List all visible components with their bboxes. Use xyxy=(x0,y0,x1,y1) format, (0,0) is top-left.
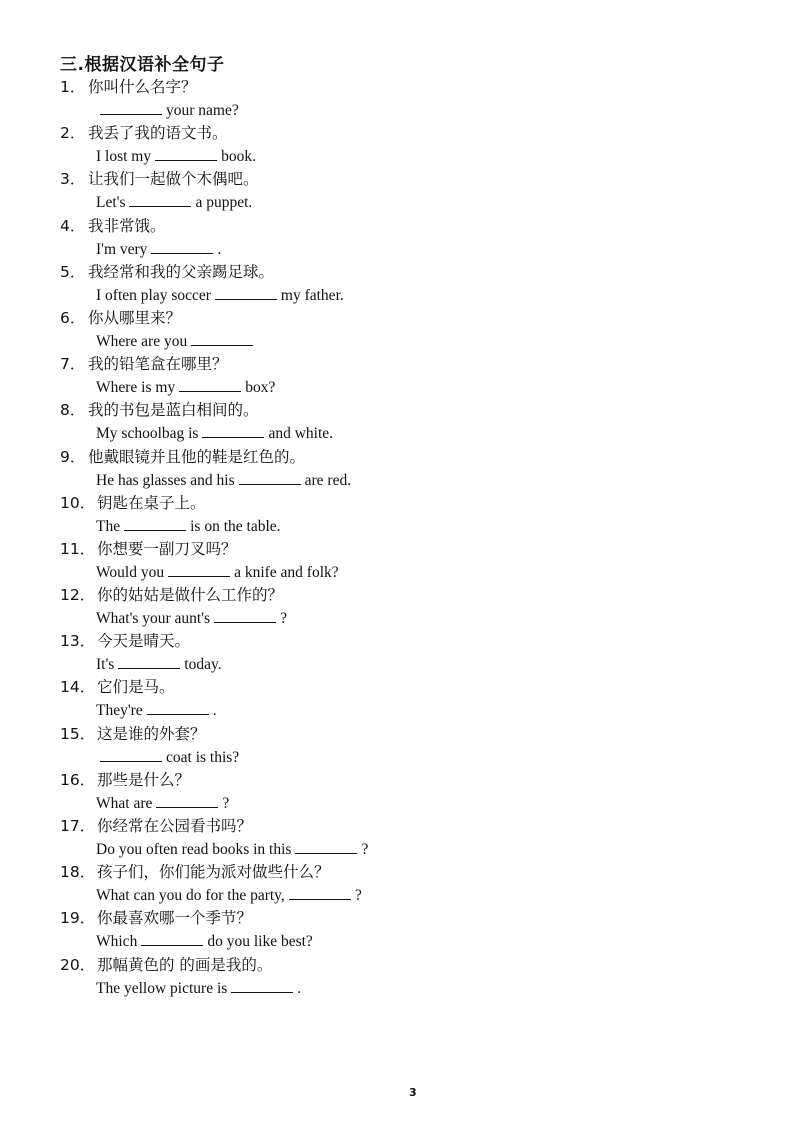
chinese-prompt xyxy=(60,122,228,145)
chinese-sentence: 让我们一起做个木偶吧。 xyxy=(88,170,259,189)
question-item xyxy=(60,907,760,953)
question-item xyxy=(60,215,760,261)
chinese-sentence: 我的铅笔盒在哪里？ xyxy=(88,355,228,374)
question-item xyxy=(60,538,760,584)
chinese-sentence: 我的书包是蓝白相间的。 xyxy=(88,401,259,420)
question-number: 11． xyxy=(60,539,96,558)
english-sentence xyxy=(96,792,229,815)
english-text-before: He has glasses and his xyxy=(96,471,235,489)
question-number: 1． xyxy=(60,78,86,96)
chinese-sentence: 那些是什么？ xyxy=(97,770,191,789)
english-text-before: Would you xyxy=(96,563,165,581)
english-text-before: I'm very xyxy=(96,240,148,258)
english-text-before: Where are you xyxy=(96,332,188,350)
question-number: 2． xyxy=(60,124,86,143)
chinese-prompt xyxy=(60,215,166,238)
english-sentence xyxy=(96,653,222,676)
chinese-sentence: 那幅黄色的 的画是我的。 xyxy=(97,955,273,974)
question-item xyxy=(60,815,760,861)
english-text-before: The xyxy=(96,517,121,535)
chinese-prompt xyxy=(60,538,237,561)
english-text-before: They're xyxy=(96,702,143,720)
english-text-after: a puppet. xyxy=(195,194,253,212)
chinese-prompt xyxy=(60,168,259,191)
english-text-after: ? xyxy=(354,887,362,905)
question-item xyxy=(60,769,760,815)
question-item xyxy=(60,353,760,399)
question-number: 12． xyxy=(60,586,96,605)
question-item xyxy=(60,399,760,445)
chinese-prompt xyxy=(60,769,190,792)
chinese-prompt xyxy=(60,492,206,515)
chinese-prompt xyxy=(60,676,175,699)
answer-blank xyxy=(168,563,230,577)
question-number: 3． xyxy=(60,170,86,189)
chinese-prompt xyxy=(60,446,305,469)
answer-blank xyxy=(239,471,301,485)
question-number: 17． xyxy=(60,817,96,835)
question-item xyxy=(60,122,760,168)
chinese-sentence: 今天是晴天。 xyxy=(97,632,191,651)
english-text-after: a knife and folk? xyxy=(234,563,339,581)
english-text-before: I often play soccer xyxy=(96,286,211,304)
english-text-after: book. xyxy=(221,148,256,166)
question-item xyxy=(60,723,760,769)
english-sentence xyxy=(96,284,344,307)
english-text-before: Where is my xyxy=(96,379,176,397)
answer-blank xyxy=(231,979,293,993)
answer-blank xyxy=(215,286,277,300)
chinese-sentence: 我非常饿。 xyxy=(88,216,166,235)
chinese-sentence: 钥匙在桌子上。 xyxy=(97,493,206,512)
question-item xyxy=(60,630,760,676)
question-number: 8． xyxy=(60,401,86,420)
question-number: 13． xyxy=(60,632,96,651)
answer-blank xyxy=(214,609,276,623)
chinese-prompt xyxy=(60,630,190,653)
english-sentence xyxy=(96,607,287,630)
chinese-prompt xyxy=(60,723,206,746)
question-number: 15． xyxy=(60,724,96,743)
english-sentence xyxy=(96,515,281,538)
question-item xyxy=(60,168,760,214)
english-text-after: box? xyxy=(245,379,276,397)
question-number: 18． xyxy=(60,863,96,882)
english-text-before: Do you often read books in this xyxy=(96,841,292,858)
question-number: 4． xyxy=(60,216,86,235)
chinese-sentence: 你叫什么名字？ xyxy=(88,78,197,96)
answer-blank xyxy=(179,378,241,392)
answer-blank xyxy=(141,932,203,946)
english-text-after: today. xyxy=(184,656,222,674)
question-item xyxy=(60,307,760,353)
question-number: 19． xyxy=(60,909,96,928)
chinese-prompt xyxy=(60,907,252,930)
question-item xyxy=(60,446,760,492)
chinese-prompt xyxy=(60,584,283,607)
english-sentence xyxy=(96,746,239,769)
answer-blank xyxy=(295,840,357,854)
page-number: 3 xyxy=(409,1086,417,1099)
chinese-sentence: 孩子们，你们能为派对做些什么？ xyxy=(97,863,330,882)
english-text-before: Which xyxy=(96,933,138,951)
question-item xyxy=(60,492,760,538)
english-text-before: I lost my xyxy=(96,148,152,166)
question-item xyxy=(60,76,760,122)
chinese-sentence: 他戴眼镜并且他的鞋是红色的。 xyxy=(88,447,306,466)
answer-blank xyxy=(202,424,264,438)
chinese-sentence: 你想要一副刀叉吗？ xyxy=(97,539,237,558)
answer-blank xyxy=(191,332,253,346)
english-text-after: is on the table. xyxy=(190,517,281,535)
english-text-after: . xyxy=(217,240,222,258)
answer-blank xyxy=(129,193,191,207)
english-text-before: My schoolbag is xyxy=(96,425,199,443)
english-text-after: . xyxy=(212,702,217,720)
english-text-before: What can you do for the party, xyxy=(96,887,285,905)
english-text-after: ? xyxy=(361,841,369,858)
answer-blank xyxy=(151,240,213,254)
english-text-after: ? xyxy=(222,794,230,812)
english-text-after: my father. xyxy=(280,286,344,304)
english-text-before: It's xyxy=(96,656,115,674)
english-sentence xyxy=(96,238,221,261)
question-number: 20． xyxy=(60,955,96,974)
question-number: 9． xyxy=(60,447,86,466)
english-sentence xyxy=(96,884,362,907)
chinese-prompt xyxy=(60,353,228,376)
question-list xyxy=(60,76,760,1000)
question-item xyxy=(60,584,760,630)
english-text-after: do you like best? xyxy=(207,933,313,951)
english-sentence xyxy=(96,145,256,168)
answer-blank xyxy=(156,794,218,808)
question-item xyxy=(60,954,760,1000)
chinese-sentence: 我丢了我的语文书。 xyxy=(88,124,228,143)
chinese-sentence: 我经常和我的父亲踢足球。 xyxy=(88,262,275,281)
english-text-after: and white. xyxy=(268,425,334,443)
chinese-sentence: 你最喜欢哪一个季节？ xyxy=(97,909,253,928)
chinese-prompt xyxy=(60,861,330,884)
chinese-sentence: 你经常在公园看书吗？ xyxy=(97,817,253,835)
chinese-sentence: 这是谁的外套？ xyxy=(97,724,206,743)
question-number: 7． xyxy=(60,355,86,374)
english-sentence xyxy=(96,422,333,445)
english-text-after: ? xyxy=(280,610,287,628)
chinese-prompt xyxy=(60,815,252,838)
english-sentence xyxy=(96,561,339,584)
question-item xyxy=(60,676,760,722)
english-sentence xyxy=(96,99,239,122)
english-sentence xyxy=(96,330,257,353)
chinese-prompt xyxy=(60,261,274,284)
answer-blank xyxy=(155,147,217,161)
chinese-sentence: 你的姑姑是做什么工作的？ xyxy=(97,586,284,605)
english-text-before: Let's xyxy=(96,194,126,212)
answer-blank xyxy=(100,748,162,762)
english-text-after: coat is this? xyxy=(166,748,240,766)
chinese-sentence: 你从哪里来？ xyxy=(88,308,182,327)
english-text-after: are red. xyxy=(304,471,352,489)
english-sentence xyxy=(96,469,351,492)
answer-blank xyxy=(118,655,180,669)
question-item xyxy=(60,861,760,907)
english-text-before: What are xyxy=(96,794,153,812)
chinese-prompt xyxy=(60,954,272,977)
answer-blank xyxy=(100,101,162,115)
question-item xyxy=(60,261,760,307)
section-title: 三.根据汉语补全句子 xyxy=(60,55,225,75)
english-text-after: . xyxy=(297,979,302,997)
english-sentence xyxy=(96,376,275,399)
english-text-before: The yellow picture is xyxy=(96,979,228,997)
english-sentence xyxy=(96,191,252,214)
english-sentence xyxy=(96,930,313,953)
answer-blank xyxy=(147,701,209,715)
question-number: 16． xyxy=(60,770,96,789)
english-sentence xyxy=(96,977,301,1000)
english-sentence xyxy=(96,699,217,722)
english-text-after: your name? xyxy=(166,102,239,119)
question-number: 14． xyxy=(60,678,96,697)
english-sentence xyxy=(96,838,368,861)
chinese-sentence: 它们是马。 xyxy=(97,678,175,697)
chinese-prompt xyxy=(60,399,259,422)
answer-blank xyxy=(124,517,186,531)
chinese-prompt xyxy=(60,76,197,99)
answer-blank xyxy=(289,886,351,900)
question-number: 6． xyxy=(60,308,86,327)
question-number: 5． xyxy=(60,262,86,281)
english-text-before: What's your aunt's xyxy=(96,610,211,628)
chinese-prompt xyxy=(60,307,181,330)
question-number: 10． xyxy=(60,493,96,512)
